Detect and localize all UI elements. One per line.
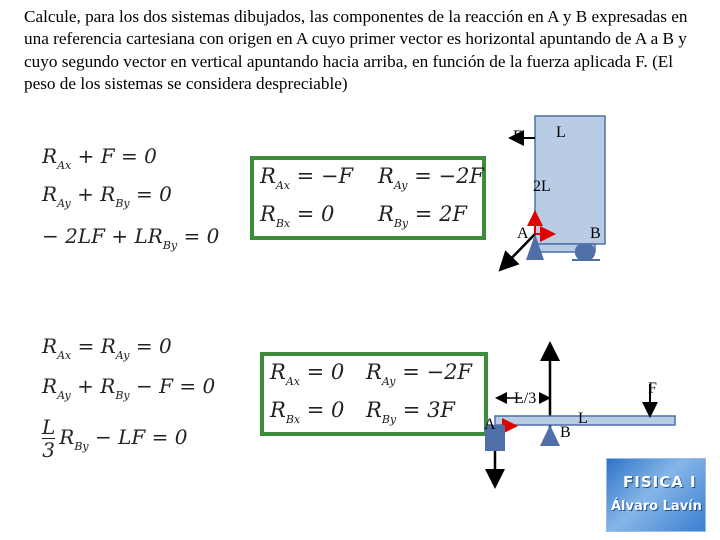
result-rax: $R_{Ax} = 0$: [270, 360, 345, 388]
support-b: [540, 425, 560, 446]
logo-line2: Álvaro Lavín: [611, 499, 702, 514]
label-a: A: [517, 225, 529, 242]
logo: [606, 458, 706, 532]
logo-line1: FISICA I: [623, 473, 697, 491]
equation-2: $R_{Ay} + R_{By} = 0$: [42, 182, 172, 210]
result-rbx: $R_{Bx} = 0$: [260, 202, 335, 230]
result-ray: $R_{Ay} = -2F$: [378, 164, 485, 192]
equation-3: − $2LF + LR_{By} = 0$: [42, 224, 220, 252]
result-rby: $R_{By} = 2F$: [378, 202, 468, 230]
label-b: B: [590, 225, 601, 242]
label-f2: F: [648, 380, 657, 397]
fraction: $\frac{L}{3}$: [42, 415, 56, 462]
label-l3: L/3: [514, 390, 537, 407]
result-ray: $R_{Ay} = -2F$: [366, 360, 473, 388]
equation-6: $\frac{L}{3}$ $R_{By}$ − LF = 0: [42, 415, 188, 462]
equation-1: $R_{Ax} + F = 0$: [42, 144, 157, 172]
system1-results-box: [250, 156, 486, 240]
problem-statement: Calcule, para los dos sistemas dibujados, las componentes de la reacción en A y B expresadas en una referencia cartesiana con origen en A cuyo primer vector es horizontal apuntando de A a B y cuyo segundo vector en vertical apuntando hacia arriba, en función de la fuerza aplicada F. (El peso de los sistemas se considera despreciable): [24, 7, 688, 94]
label-f: F: [513, 128, 522, 145]
equation-5: $R_{Ay} + R_{By} - F = 0$: [42, 374, 216, 402]
label-b2: B: [560, 424, 571, 441]
label-l: L: [556, 124, 566, 141]
support-b: [575, 244, 595, 260]
label-a2: A: [484, 416, 496, 433]
label-l2: L: [578, 410, 588, 427]
result-rax: $R_{Ax} = -F$: [260, 164, 354, 192]
result-rby: $R_{By} = 3F$: [366, 398, 456, 426]
result-rbx: $R_{Bx} = 0$: [270, 398, 345, 426]
system2-results-box: [260, 352, 488, 436]
label-2l: 2L: [533, 178, 551, 195]
equation-4: $R_{Ax} = R_{Ay} = 0$: [42, 334, 172, 362]
